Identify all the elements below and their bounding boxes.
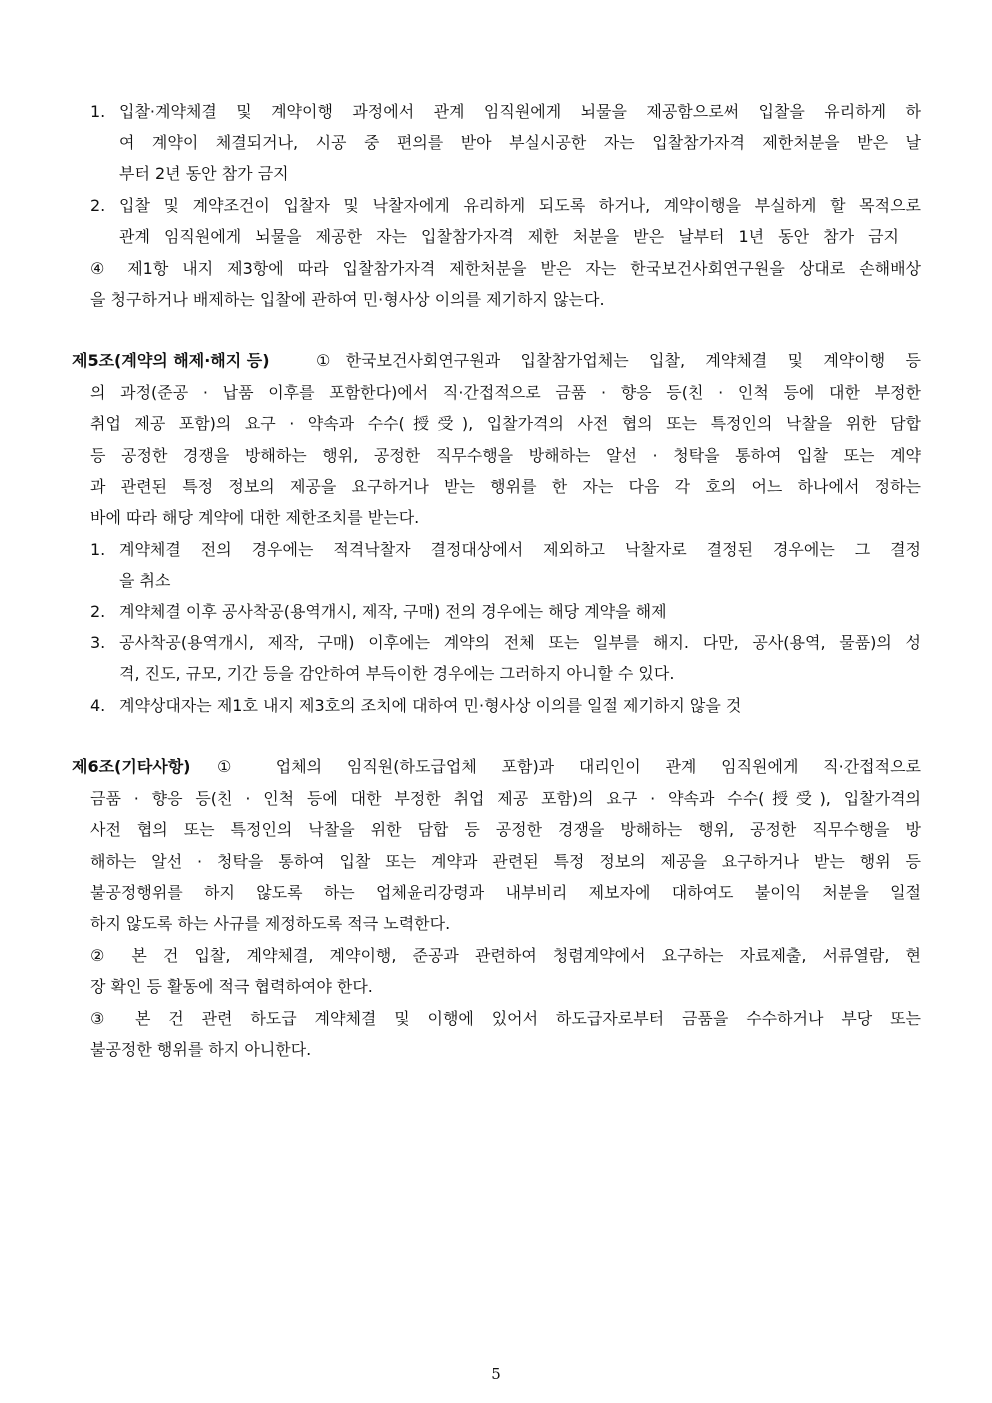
article6-line5 bbox=[0, 877, 992, 908]
article6-para2-line2 bbox=[0, 971, 992, 1002]
item-number: 2. bbox=[90, 196, 106, 215]
item-text: 입찰·계약체결 및 계약이행 과정에서 관계 임직원에게 뇌물을 제공함으로써 입찰을 유리하게 하 bbox=[119, 102, 921, 121]
article6-line4 bbox=[0, 846, 992, 877]
item-text: 공사착공(용역개시, 제작, 구매) 이후에는 계약의 전체 또는 일부를 해지. 다만, 공사(용역, 물품)의 성 bbox=[119, 633, 921, 652]
article4-para4-line1 bbox=[0, 253, 992, 284]
item-number: 1. bbox=[90, 102, 106, 121]
item-text: 을 취소 bbox=[119, 571, 171, 590]
item-text: 관계 임직원에게 뇌물을 제공한 자는 입찰참가자격 제한 처분을 받은 날부터 1년 동안 참가 금지 bbox=[119, 227, 899, 246]
article5-text: 바에 따라 해당 계약에 대한 제한조치를 받는다. bbox=[90, 508, 420, 527]
item-number: 2. bbox=[90, 602, 106, 621]
article5-line5 bbox=[0, 471, 992, 502]
article4-item2-line1 bbox=[0, 190, 992, 221]
article4-item2-line2 bbox=[0, 221, 992, 252]
article6-text: ① 업체의 임직원(하도급업체 포함)과 대리인이 관계 임직원에게 직·간접적으로 bbox=[217, 757, 921, 776]
article5-text: 과 관련된 특정 정보의 제공을 요구하거나 받는 행위를 한 자는 다음 각 호의 어느 하나에서 정하는 bbox=[90, 477, 921, 496]
article6-text: 해하는 알선 · 청탁을 통하여 입찰 또는 계약과 관련된 특정 정보의 제공을 요구하거나 받는 행위 등 bbox=[90, 852, 921, 871]
item-text: 여 계약이 체결되거나, 시공 중 편의를 받아 부실시공한 자는 입찰참가자격 제한처분을 받은 날 bbox=[119, 133, 921, 152]
item-text: 부터 2년 동안 참가 금지 bbox=[119, 164, 289, 183]
article6-para3-line2 bbox=[0, 1034, 992, 1065]
article5-text: 의 과정(준공 · 납품 이후를 포함한다)에서 직·간접적으로 금품 · 향응 등(친 · 인척 등에 대한 부정한 bbox=[90, 383, 921, 402]
article6-text: 하지 않도록 하는 사규를 제정하도록 적극 노력한다. bbox=[90, 914, 451, 933]
article6-text: 사전 협의 또는 특정인의 낙찰을 위한 담합 등 공정한 경쟁을 방해하는 행위, 공정한 직무수행을 방 bbox=[90, 820, 921, 839]
article5-text: 등 공정한 경쟁을 방해하는 행위, 공정한 직무수행을 방해하는 알선 · 청탁을 통하여 입찰 또는 계약 bbox=[90, 446, 921, 465]
paragraph-text: 을 청구하거나 배제하는 입찰에 관하여 민·형사상 이의를 제기하지 않는다. bbox=[90, 290, 605, 309]
article5-line3 bbox=[0, 408, 992, 439]
item-text: 입찰 및 계약조건이 입찰자 및 낙찰자에게 유리하게 되도록 하거나, 계약이행을 부실하게 할 목적으로 bbox=[119, 196, 921, 215]
article6-line1 bbox=[0, 751, 992, 782]
article4-para4-line2 bbox=[0, 284, 992, 315]
article6-line6 bbox=[0, 908, 992, 939]
article5-line1 bbox=[0, 345, 992, 376]
paragraph-text: 불공정한 행위를 하지 아니한다. bbox=[90, 1040, 312, 1059]
article5-item1-line1 bbox=[0, 534, 992, 565]
article6-line2 bbox=[0, 783, 992, 814]
paragraph-text: ③ 본 건 관련 하도급 계약체결 및 이행에 있어서 하도급자로부터 금품을 수수하거나 부당 또는 bbox=[90, 1009, 921, 1028]
item-text: 격, 진도, 규모, 기간 등을 감안하여 부득이한 경우에는 그러하지 아니할 수 있다. bbox=[119, 664, 675, 683]
article5-text: ①한국보건사회연구원과 입찰참가업체는 입찰, 계약체결 및 계약이행 등 bbox=[316, 351, 921, 370]
item-number: 3. bbox=[90, 633, 106, 652]
page-number: 5 bbox=[491, 1365, 501, 1383]
item-text: 계약체결 전의 경우에는 적격낙찰자 결정대상에서 제외하고 낙찰자로 결정된 경우에는 그 결정 bbox=[119, 540, 921, 559]
article6-para2-line1 bbox=[0, 940, 992, 971]
item-number: 1. bbox=[90, 540, 106, 559]
article5-item3-line1 bbox=[0, 627, 992, 658]
article5-heading: 제5조(계약의 해제·해지 등) bbox=[72, 351, 270, 370]
article4-item1-line3 bbox=[0, 158, 992, 189]
article6-text: 금품 · 향응 등(친 · 인척 등에 대한 부정한 취업 제공 포함)의 요구 · 약속과 수수(授受), 입찰가격의 bbox=[90, 789, 921, 808]
article4-item1-line2 bbox=[0, 127, 992, 158]
article5-line6 bbox=[0, 502, 992, 533]
item-number: 4. bbox=[90, 696, 106, 715]
paragraph-text: 장 확인 등 활동에 적극 협력하여야 한다. bbox=[90, 977, 373, 996]
article5-line4 bbox=[0, 440, 992, 471]
paragraph-text: ② 본 건 입찰, 계약체결, 계약이행, 준공과 관련하여 청렴계약에서 요구하는 자료제출, 서류열람, 현 bbox=[90, 946, 921, 965]
article4-item1-line1 bbox=[0, 96, 992, 127]
article5-line2 bbox=[0, 377, 992, 408]
item-text: 계약상대자는 제1호 내지 제3호의 조치에 대하여 민·형사상 이의를 일절 제기하지 않을 것 bbox=[119, 696, 742, 715]
article6-heading: 제6조(기타사항) bbox=[72, 757, 191, 776]
paragraph-text: ④ 제1항 내지 제3항에 따라 입찰참가자격 제한처분을 받은 자는 한국보건사회연구원을 상대로 손해배상 bbox=[90, 259, 921, 278]
article6-line3 bbox=[0, 814, 992, 845]
article5-item4-line1 bbox=[0, 690, 992, 721]
article5-item3-line2 bbox=[0, 658, 992, 689]
article6-text: 불공정행위를 하지 않도록 하는 업체윤리강령과 내부비리 제보자에 대하여도 불이익 처분을 일절 bbox=[90, 883, 921, 902]
article5-item1-line2 bbox=[0, 565, 992, 596]
item-text: 계약체결 이후 공사착공(용역개시, 제작, 구매) 전의 경우에는 해당 계약을 해제 bbox=[119, 602, 667, 621]
article6-para3-line1 bbox=[0, 1003, 992, 1034]
article5-text: 취업 제공 포함)의 요구 · 약속과 수수(授受), 입찰가격의 사전 협의 또는 특정인의 낙찰을 위한 담합 bbox=[90, 414, 921, 433]
article5-item2-line1 bbox=[0, 596, 992, 627]
